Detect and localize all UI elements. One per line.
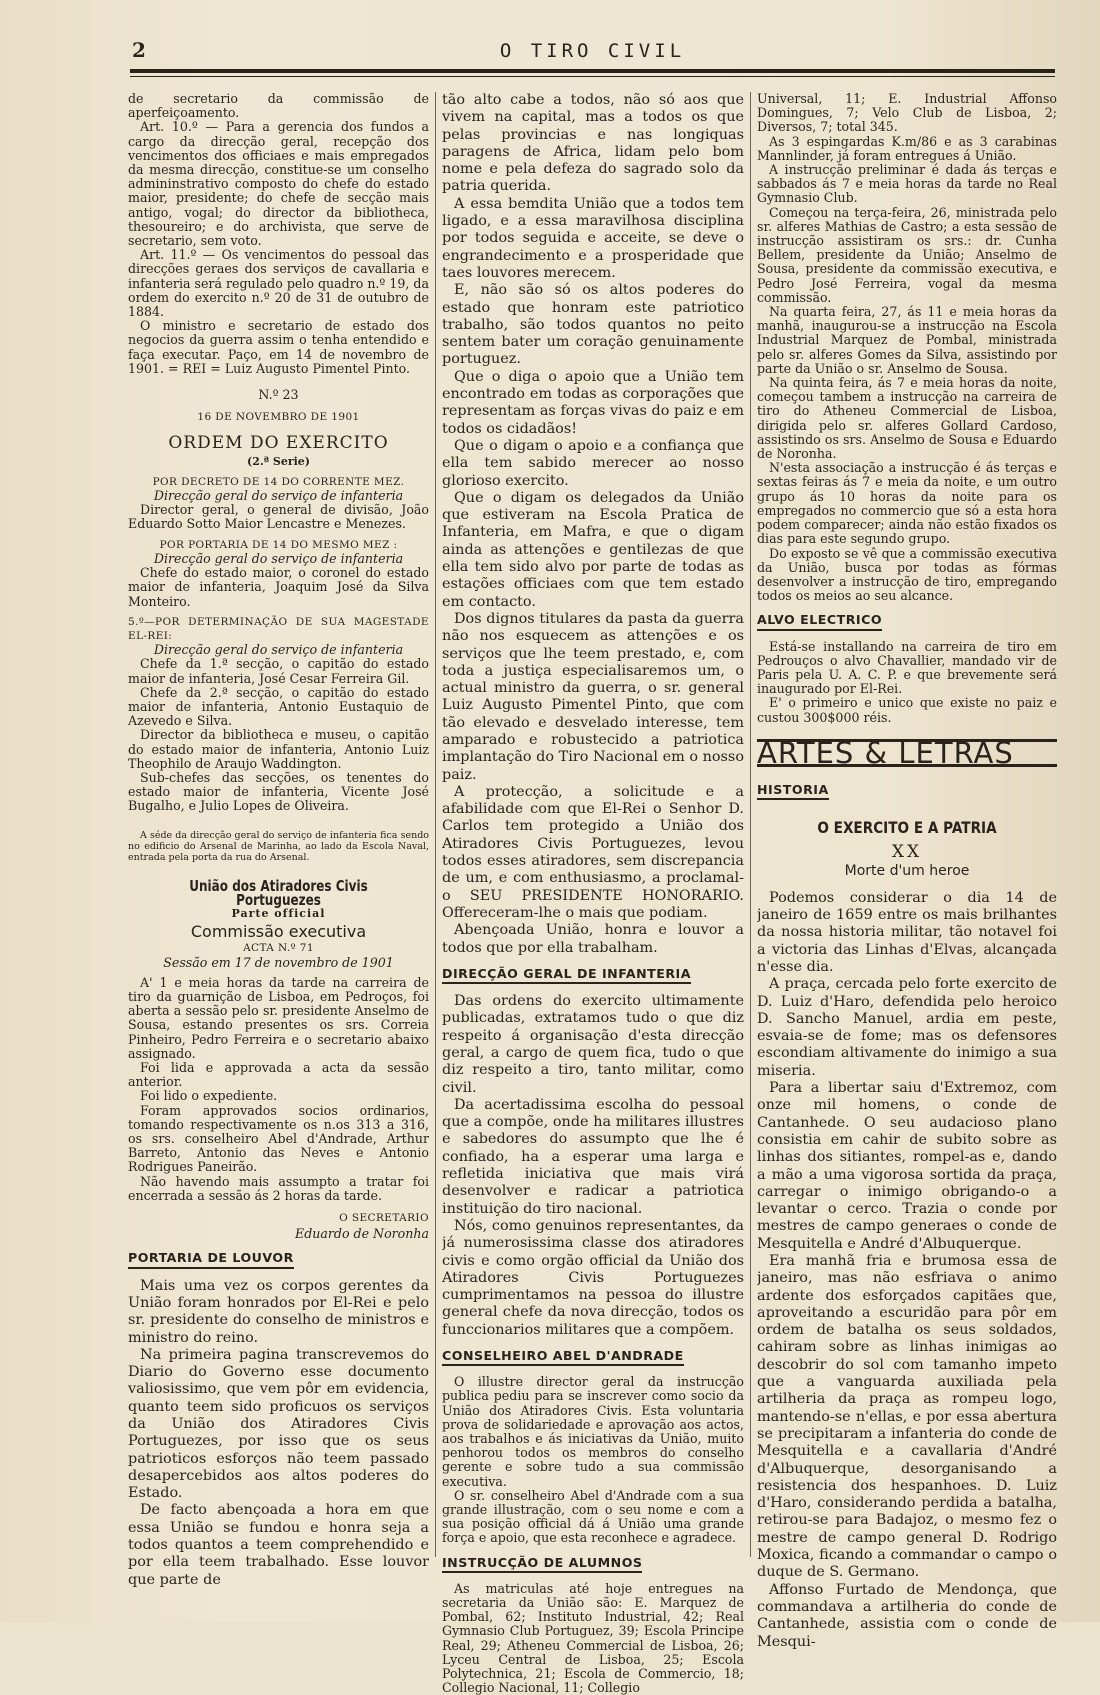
- paragraph: Para a libertar saiu d'Extremoz, com onze mil homens, o conde de Cantanhede. O seu audacioso plano consistia em cahir de subito sobre as linhas dos sitiantes, rompel-as e, dando a mão a uma vigorosa sortida da praça, carregar o inimigo obrigando-o a levantar o cerco. Trazia o conde por mestres de campo generaes o conde de Mesquitella e André d'Albuquerque.: [757, 1080, 1057, 1252]
- paragraph: De facto abençoada a hora em que essa União se fundou e honra seja a todos quantos a teem comprehendido e por ella teem trabalhado. Esse louvor que parte de: [128, 1502, 429, 1588]
- paragraph: As 3 espingardas K.m/86 e as 3 carabinas Mannlinder, já foram entregues á União.: [757, 133, 1057, 163]
- paragraph: O ministro e secretario de estado dos negocios da guerra assim o tenha entendido e faça executar. Paço, em 14 de novembro de 1901. = REI = Luiz Augusto Pimentel Pinto.: [128, 318, 429, 376]
- paragraph: Foram approvados socios ordinarios, tomando respectivamente os n.os 313 a 316, os srs. conselheiro Abel d'Andrade, Arthur Barreto, Antonio das Neves e Antonio Rodrigues Paneirão.: [128, 1102, 429, 1175]
- section-heading: ALVO ELECTRICO: [757, 613, 882, 630]
- paragraph: Nós, como genuinos representantes, da já numerosissima classe dos atiradores civis e como orgão official da União dos Atiradores Civis Portuguezes cumprimentamos na pessoa do illustre general chefe da nova direcção, todos os funccionarios militares que a compõem.: [442, 1217, 744, 1338]
- paragraph: Do exposto se vê que a commissão executiva da União, busca por todas as fórmas desenvolver a instrucção de tiro, empregando todos os meios ao seu alcance.: [757, 545, 1057, 604]
- paragraph: A' 1 e meia horas da tarde na carreira de tiro da guarnição de Lisboa, em Pedroços, foi aberta a sessão pelo sr. presidente Anselmo de Sousa, estando presentes os srs. Correia Pinheiro, Pedro Ferreira e o secretario abaixo assignado.: [128, 974, 429, 1061]
- column-1: [128, 92, 429, 1589]
- paragraph: Era manhã fria e brumosa essa de janeiro, mas não esfriava o animo ardente dos esforçados capitães que, aproveitando a escuridão para pôr em ordem de batalha os seus soldados, cahiram sobre as linhas inimigas ao descobrir do sol com tamanho impeto que a vanguarda auxiliada pela artilheria da praça as rompeu logo, mantendo-se n'ellas, e por essa abertura se precipitaram a infanteria do conde de Mesquitella e a cavallaria d'André d'Albuquerque, desorganisando a resistencia dos hespanhoes. D. Luiz d'Haro, considerando perdida a batalha, retirou-se para Badajoz, o mesmo fez o mestre de campo general D. Rodrigo Moxica, ficando a commandar o campo o duque de S. Germano.: [757, 1252, 1057, 1581]
- order-date: 16 DE NOVEMBRO DE 1901: [197, 411, 360, 424]
- paragraph: Está-se installando na carreira de tiro em Pedrouços o alvo Chavallier, mandado vir de Paris pela U. A. C. P. e que brevemente será inaugurado por El-Rei.: [757, 638, 1057, 697]
- header-rule-thick: [130, 69, 1055, 73]
- secretary-name: Eduardo de Noronha: [295, 1226, 429, 1242]
- paragraph: Affonso Furtado de Mendonça, que commandava a artilheria do conde de Cantanhede, assistia com o conde de Mesqui-: [757, 1581, 1057, 1650]
- paragraph: Dos dignos titulares da pasta da guerra não nos esquecem as attenções e os serviços que lhe teem prestado, e, com toda a justiça especialisaremos um, o actual ministro da guerra, o sr. general Luiz Augusto Pimentel Pinto, que com tão elevado e desvelado interesse, tem amparado e robustecido a patriotica implantação do Tiro Nacional em o nosso paiz.: [442, 610, 744, 783]
- paragraph: E, não são só os altos poderes do estado que honram este patriotico trabalho, são todos quantos no peito sentem bater um coração genuinamente portuguez.: [442, 282, 744, 368]
- chapter-number: XX: [891, 842, 923, 863]
- paragraph: Director da bibliotheca e museu, o capitão do estado maior de infanteria, Antonio Luiz Theophilo de Araujo Waddington.: [128, 727, 429, 771]
- paragraph: Da acertadissima escolha do pessoal que a compõe, onde ha militares illustres e sabedores do assumpto que lhe é confiado, ha a esperar uma larga e refletida iniciativa que mais virá desenvolver e radicar a patriotica instituição do tiro nacional.: [442, 1096, 744, 1217]
- decreto-heading: POR DECRETO DE 14 DO CORRENTE MEZ.: [152, 475, 405, 488]
- paragraph: A protecção, a solicitude e a afabilidade com que El-Rei o Senhor D. Carlos tem protegido a União dos Atiradores Civis Portuguezes, levou todos esses atiradores, sem discrepancia de um, e com enthusiasmo, a proclamal-o SEU PRESIDENTE HONORARIO. Offereceram-lhe o mais que podiam.: [442, 783, 744, 921]
- paragraph: O sr. conselheiro Abel d'Andrade com a sua grande illustração, com o seu nome e com a sua posição official dá á União uma grande força e apoio, que esta reconhece e agradece.: [442, 1487, 744, 1546]
- paragraph: Mais uma vez os corpos gerentes da União foram honrados por El-Rei e pelo sr. presidente do conselho de ministros e ministro do reino.: [128, 1277, 429, 1346]
- paragraph: A essa bemdita União que a todos tem ligado, e a essa maravilhosa disciplina por todos seguida e acceite, se deve o engrandecimento e a prosperidade que taes louvores merecem.: [442, 195, 744, 281]
- page-header: [130, 38, 1055, 68]
- footnote: A séde da direcção geral do serviço de infanteria fica sendo no edificio do Arsenal de Marinha, ao lado da Escola Naval, entrada pela porta da rua do Arsenal.: [128, 829, 429, 863]
- page-number: 2: [132, 38, 146, 62]
- ordem-title: ORDEM DO EXERCITO: [168, 433, 389, 454]
- paragraph: Chefe da 2.ª secção, o capitão do estado maior de infanteria, Antonio Eustaquio de Azevedo e Silva.: [128, 684, 429, 729]
- section-heading: CONSELHEIRO ABEL D'ANDRADE: [442, 1349, 684, 1366]
- newspaper-title: O TIRO CIVIL: [499, 40, 686, 62]
- paragraph: Universal, 11; E. Industrial Affonso Domingues, 7; Velo Club de Lisboa, 2; Diversos, 7; total 345.: [757, 92, 1057, 135]
- paragraph: tão alto cabe a todos, não só aos que vivem na capital, mas a todos os que pelas provincias e nas longiquas paragens de Africa, lidam pelo bom nome e pela defeza do sagrado solo da patria querida.: [442, 92, 744, 195]
- paragraph: Na quinta feira, ás 7 e meia horas da noite, começou tambem a instrucção na carreira de tiro do Atheneu Commercial de Lisboa, dirigida pelo sr. alferes Gollard Cardoso, assistindo os srs. Anselmo de Sousa e Eduardo de Noronha.: [757, 375, 1057, 462]
- paragraph: Que o digam o apoio e a confiança que ella tem sabido merecer ao nosso glorioso exercito.: [442, 437, 744, 489]
- paragraph: Na primeira pagina transcrevemos do Diario do Governo esse documento valiosissimo, que vem pôr em evidencia, quanto teem sido proficuos os serviços da União dos Atiradores Civis Portuguezes, por isso que os seus patrioticos esforços não teem passado desapercebidos aos altos poderes do Estado.: [128, 1346, 429, 1502]
- artes-letras-heading: ARTES & LETRAS: [757, 739, 1057, 767]
- paragraph: Não havendo mais assumpto a tratar foi encerrada a sessão ás 2 horas da tarde.: [128, 1173, 429, 1203]
- paragraph: Podemos considerar o dia 14 de janeiro de 1659 entre os mais brilhantes da nossa historia militar, tão notavel foi a victoria das Linhas d'Elvas, alcançada n'esse dia.: [757, 889, 1057, 975]
- paragraph: Que o diga o apoio que a União tem encontrado em todas as corporações que representam as forças vivas do paiz e em todos os cidadãos!: [442, 368, 744, 437]
- parte-official: Parte official: [231, 906, 326, 920]
- column-2: [442, 92, 744, 1695]
- paragraph: E' o primeiro e unico que existe no paiz e custou 300$000 réis.: [757, 695, 1057, 725]
- paragraph: A praça, cercada pelo forte exercito de D. Luiz d'Haro, defendida pelo heroico D. Sancho Manuel, ardia em peste, esvaia-se de fome; mas os defensores escondiam altivamente do inimigo a sua miseria.: [757, 976, 1057, 1079]
- header-rule-thin: [130, 76, 1055, 77]
- section-heading: PORTARIA DE LOUVOR: [128, 1251, 294, 1268]
- paragraph: A instrucção preliminar é dada ás terças e sabbados ás 7 e meia horas da tarde no Real Gymnasio Club.: [757, 162, 1057, 206]
- paragraph: O illustre director geral da instrucção publica pediu para se inscrever como socio da União dos Atiradores Civis. Esta voluntaria prova de solidariedade e aprovação aos actos, aos trabalhos e ás iniciativas da União, muito penhorou todos os membros do conselho gerente e sobre tudo a sua commissão executiva.: [442, 1374, 744, 1489]
- section-heading: DIRECÇÃO GERAL DE INFANTERIA: [442, 967, 691, 984]
- section-heading: INSTRUCÇÃO DE ALUMNOS: [442, 1556, 642, 1573]
- paragraph: Na quarta feira, 27, ás 11 e meia horas da manhã, inaugurou-se a instrucção na Escola Industrial Marquez de Pombal, ministrada pelo sr. alferes Gomes da Silva, assistindo por parte da União o sr. Anselmo de Sousa.: [757, 304, 1057, 376]
- section-heading: HISTORIA: [757, 783, 829, 800]
- column-divider-1: [435, 92, 436, 1557]
- uniao-heading: União dos Atiradores Civis Portuguezes: [189, 876, 368, 909]
- paragraph: Sub-chefes das secções, os tenentes do estado maior de infanteria, Vicente José Bugalho, e Julio Lopes de Oliveira.: [128, 769, 429, 814]
- paragraph: Art. 11.º — Os vencimentos do pessoal das direcções geraes dos serviços de cavallaria e infanteria será regulado pelo quadro n.º 19, da ordem do exercito n.º 20 de 31 de outubro de 1884.: [128, 247, 429, 320]
- paragraph: Abençoada União, honra e louvor a todos que por ella trabalham.: [442, 922, 744, 956]
- determinacao-heading: 5.º—POR DETERMINAÇÃO DE SUA MAGESTADE EL-REI:: [128, 615, 429, 642]
- section-subtitle: Direcção geral do serviço de infanteria: [153, 642, 404, 658]
- serie-label: (2.ª Serie): [247, 454, 310, 468]
- commissao-heading: Commissão executiva: [190, 922, 367, 942]
- paragraph: de secretario da commissão de aperfeiçoamento.: [128, 92, 429, 121]
- paragraph: Foi lida e approvada a acta da sessão anterior.: [128, 1059, 429, 1090]
- section-subtitle: Direcção geral do serviço de infanteria: [153, 488, 404, 504]
- sessao-date: Sessão em 17 de novembro de 1901: [163, 954, 394, 970]
- paragraph: N'esta associação a instrucção é ás terças e sextas feiras ás 7 e meia da noite, e um outro grupo ás 10 horas da noite para os empregados no commercio que só a esta hora podem comparecer; ainda não estão fixados os dias para este segundo grupo.: [757, 460, 1057, 547]
- paragraph: Director geral, o general de divisão, João Eduardo Sotto Maior Lencastre e Menezes.: [128, 502, 429, 532]
- article-title: O EXERCITO E A PATRIA: [817, 818, 997, 838]
- portaria-heading: POR PORTARIA DE 14 DO MESMO MEZ :: [159, 538, 398, 551]
- acta-number: ACTA N.º 71: [243, 942, 314, 955]
- paragraph: Chefe da 1.ª secção, o capitão do estado maior de infanteria, José Cesar Ferreira Gil.: [128, 656, 429, 686]
- secretary-title: O SECRETARIO: [339, 1212, 429, 1225]
- paragraph: Começou na terça-feira, 26, ministrada pelo sr. alferes Mathias de Castro; a esta sessão de instrucção assistiram os srs.: dr. Cunha Bellem, presidente da União; Anselmo de Sousa, presidente da commissão executiva, e Pedro José Ferreira, vogal da mesma commissão.: [757, 204, 1057, 305]
- paragraph: Das ordens do exercito ultimamente publicadas, extratamos tudo o que diz respeito á organisação d'esta direcção geral, a cargo de quem fica, tudo o que diz respeito a tiro, tanto militar, como civil.: [442, 993, 744, 1096]
- paragraph: Que o digam os delegados da União que estiveram na Escola Pratica de Infanteria, em Mafra, e que o digam ainda as attenções e gentilezas de que ella tem sido alvo por parte de todas as estações officiaes com que tem estado em contacto.: [442, 489, 744, 610]
- paragraph: Art. 10.º — Para a gerencia dos fundos a cargo da direcção geral, recepção dos vencimentos dos officiaes e mais empregados da mesma direcção, constitue-se um conselho admininstrativo composto do chefe do estado maior, presidente; do chefe de secção mais antigo, vogal; do director da bibliotheca, thesoureiro; e do archivista, que serve de secretario, sem voto.: [128, 119, 429, 249]
- paragraph: Chefe do estado maior, o coronel do estado maior de infanteria, Joaquim José da Silva Monteiro.: [128, 565, 429, 609]
- chapter-title: Morte d'um heroe: [844, 862, 970, 879]
- section-subtitle: Direcção geral do serviço de infanteria: [153, 550, 404, 566]
- order-number: N.º 23: [258, 387, 299, 403]
- column-divider-2: [750, 92, 751, 1557]
- paragraph: As matriculas até hoje entregues na secretaria da União são: E. Marquez de Pombal, 62; Instituto Industrial, 42; Real Gymnasio Club Portuguez, 39; Escola Principe Real, 29; Atheneu Commercial de Lisboa, 26; Lyceu Central de Lisboa, 25; Escola Polytechnica, 21; Escola de Commercio, 18; Collegio Nacional, 11; Collegio: [442, 1580, 744, 1695]
- column-3: [757, 92, 1057, 1651]
- paragraph: Foi lido o expediente.: [140, 1088, 278, 1104]
